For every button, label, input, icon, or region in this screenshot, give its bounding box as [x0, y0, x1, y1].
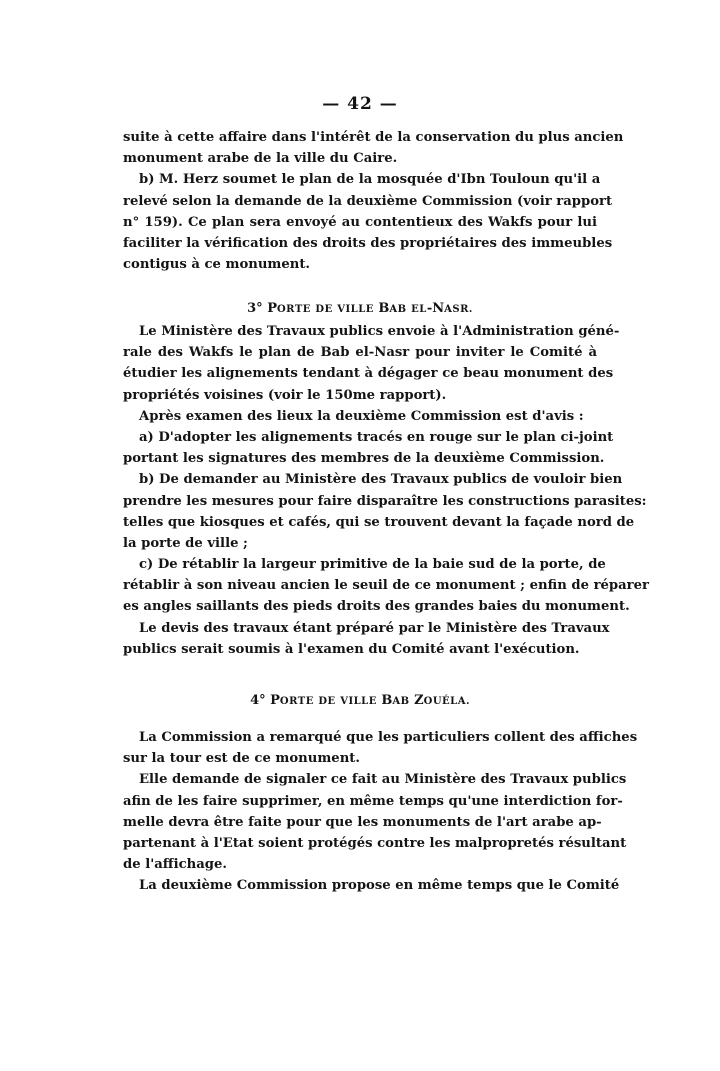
text-line: afin de les faire supprimer, en même temps qu'une interdiction for-	[123, 793, 623, 809]
text-line: Le devis des travaux étant préparé par le Ministère des Travaux	[139, 620, 610, 636]
paragraph-block-3	[123, 727, 638, 897]
text-line: Après examen des lieux la deuxième Commission est d'avis :	[139, 408, 584, 424]
text-line: contigus à ce monument.	[123, 257, 311, 273]
text-line: partenant à l'Etat soient protégés contre les malpropretés résultant	[123, 835, 627, 851]
text-line: rétablir à son niveau ancien le seuil de ce monument ; enfin de réparer	[123, 578, 649, 594]
text-line: rale des Wakfs le plan de Bab el-Nasr pour inviter le Comité à	[123, 345, 597, 361]
paragraph-block-1	[123, 127, 624, 275]
text-line: prendre les mesures pour faire disparaître les constructions parasites:	[123, 493, 647, 509]
text-line: c) De rétablir la largeur primitive de la baie sud de la porte, de	[139, 557, 606, 573]
text-line: propriétés voisines (voir le 150me rapport).	[123, 387, 447, 403]
text-line: relevé selon la demande de la deuxième Commission (voir rapport	[123, 193, 613, 209]
text-line: portant les signatures des membres de la deuxième Commission.	[123, 451, 605, 467]
text-line: faciliter la vérification des droits des propriétaires des immeubles	[123, 235, 613, 251]
text-line: publics serait soumis à l'examen du Comité avant l'exécution.	[123, 641, 580, 657]
text-line: de l'affichage.	[123, 857, 227, 873]
page-number: — 42 —	[322, 94, 398, 114]
text-line: la porte de ville ;	[123, 535, 248, 551]
paragraph-block-2	[123, 321, 649, 660]
section-heading-3: 3° PORTE DE VILLE BAB EL-NASR.	[247, 301, 473, 316]
text-line: n° 159). Ce plan sera envoyé au contentieux des Wakfs pour lui	[123, 214, 597, 230]
text-line: telles que kiosques et cafés, qui se trouvent devant la façade nord de	[123, 514, 635, 530]
text-line: b) M. Herz soumet le plan de la mosquée d'Ibn Touloun qu'il a	[139, 172, 601, 188]
text-line: sur la tour est de ce monument.	[123, 751, 360, 767]
text-line: monument arabe de la ville du Caire.	[123, 151, 398, 167]
text-line: La deuxième Commission propose en même temps que le Comité	[139, 878, 620, 894]
text-line: La Commission a remarqué que les particuliers collent des affiches	[139, 730, 638, 745]
text-line: étudier les alignements tendant à dégager ce beau monument des	[123, 366, 614, 382]
section-heading-4: 4° PORTE DE VILLE BAB ZOUÉLA.	[250, 693, 470, 708]
text-line: melle devra être faite pour que les monuments de l'art arabe ap-	[123, 814, 602, 830]
text-line: Elle demande de signaler ce fait au Ministère des Travaux publics	[139, 772, 627, 788]
text-line: a) D'adopter les alignements tracés en rouge sur le plan ci-joint	[139, 429, 614, 445]
text-line: es angles saillants des pieds droits des grandes baies du monument.	[123, 599, 630, 615]
text-line: suite à cette affaire dans l'intérêt de la conservation du plus ancien	[123, 130, 624, 145]
text-line: b) De demander au Ministère des Travaux publics de vouloir bien	[139, 472, 623, 488]
text-line: Le Ministère des Travaux publics envoie à l'Administration géné-	[139, 324, 620, 339]
